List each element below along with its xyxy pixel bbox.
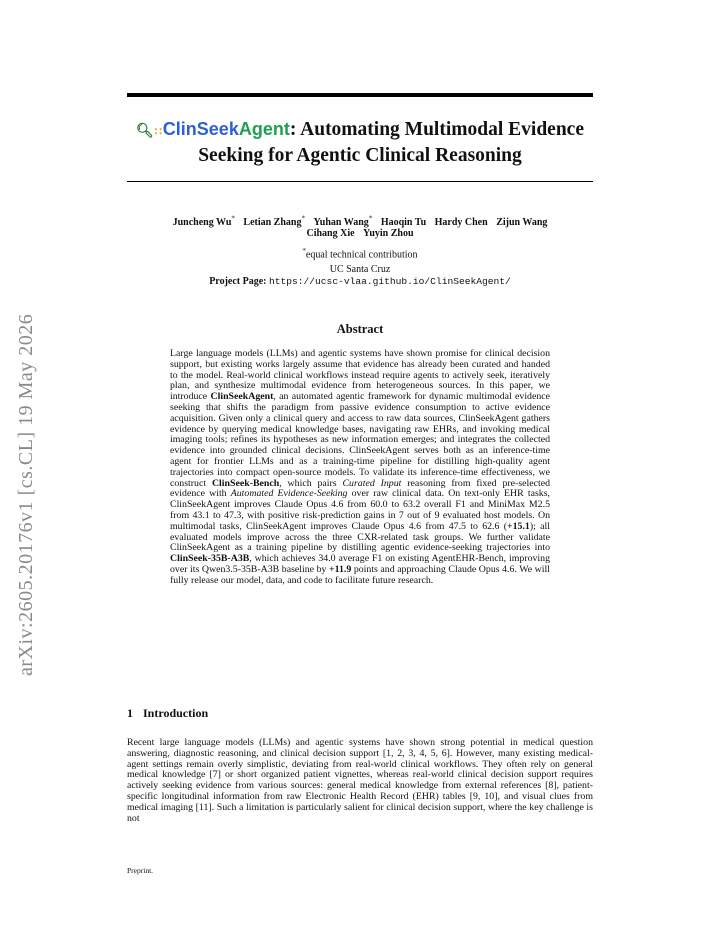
brand-name-part1: ClinSeek [162,119,239,139]
title-line-1-text: : Automating Multimodal Evidence [289,119,584,140]
abstract-heading: Abstract [336,322,384,336]
author: Juncheng Wu* [172,215,235,229]
author: Letian Zhang* [243,215,305,229]
author: Hardy Chen [434,217,488,229]
footer-note: Preprint. [127,866,154,875]
project-page-link[interactable]: https://ucsc-vlaa.github.io/ClinSeekAgent/ [268,276,511,287]
project-page-line [127,276,593,288]
brand-name-part2: Agent [238,119,290,139]
title-line-1 [127,117,593,144]
author: Zijun Wang [496,217,548,229]
contribution-note: *equal technical contribution [302,247,418,261]
author: Haoqin Tu [380,217,427,229]
author: Cihang Xie [306,228,355,240]
paper-title [127,117,593,168]
project-page-label: Project Page: [209,276,267,287]
abstract-body: Large language models (LLMs) and agentic systems have shown promise for clinical decision support, but existing works largely assume that evidence has already been curated and handed to the model. Real-world clinical workflows instead require agents to actively seek, iteratively plan, and synthesize multimodal evidence from heterogeneous sources. In this paper, we introduce ClinSeekAgent, an automated agentic framework for dynamic multimodal evidence seeking that shifts the paradigm from passive evidence consumption to active evidence acquisition. Given only a clinical query and access to raw data sources, ClinSeekAgent gathers evidence by querying medical knowledge bases, navigating raw EHRs, and invoking medical imaging tools; refines its hypotheses as new information emerges; and integrates the collected evidence into grounded clinical decisions. ClinSeekAgent serves both as an inference-time agent for frontier LLMs and as a training-time pipeline for distilling high-quality agent trajectories into compact open-source models. To validate its inference-time effectiveness, we construct ClinSeek-Bench, which pairs Curated Input reasoning from fixed pre-selected evidence with Automated Evidence-Seeking over raw clinical data. On text-only EHR tasks, ClinSeekAgent improves Claude Opus 4.6 from 60.0 to 63.2 overall F1 and MiniMax M2.5 from 43.1 to 47.3, with positive risk-prediction gains in 7 out of 9 evaluated host models. On multimodal tasks, ClinSeekAgent improves Claude Opus 4.6 from 47.5 to 62.6 (+15.1); all evaluated models improve across the three CXR-related task groups. We further validate ClinSeekAgent as a training pipeline by distilling agentic evidence-seeking trajectories into ClinSeek-35B-A3B, which achieves 34.0 average F1 on existing AgentEHR-Bench, improving over its Qwen3.5-35B-A3B baseline by +11.9 points and approaching Claude Opus 4.6. We will fully release our model, data, and code to facilitate future research. [170,348,551,586]
magnifier-icon: 🔍︎ [136,124,154,139]
section-heading [127,706,208,721]
section-title: Introduction [143,706,209,720]
introduction-body: Recent large language models (LLMs) and agentic systems have shown strong potential in medical question answering, diagnostic reasoning, and clinical decision support [1, 2, 3, 4, 5, 6]. However, many existing medical-agent settings remain overly simplistic, deviating from real-world clinical workflows. They often rely on general medical knowledge [7] or short organized patient vignettes, whereas real-world clinical decision support requires actively seeking evidence from various sources: general medical knowledge from external references [8], patient-specific longitudinal information from raw Electronic Health Record (EHR) tables [9, 10], and visual clues from medical imaging [11]. Such a limitation is particularly salient for clinical decision support, where the key challenge is not [127,737,593,824]
arxiv-identifier: arXiv:2605.20176v1 [cs.CL] 19 May 2026 [15,313,37,676]
header-rule-thick [127,93,593,97]
header-rule-thin [127,181,593,182]
author-list [127,214,593,239]
author: Yuhan Wang* [313,215,373,229]
dots-icon: ∷ [154,126,161,138]
author: Yuyin Zhou [363,228,414,240]
title-line-2: Seeking for Agentic Clinical Reasoning [198,145,522,166]
section-number: 1 [127,706,133,720]
affiliation: UC Santa Cruz [329,264,391,275]
